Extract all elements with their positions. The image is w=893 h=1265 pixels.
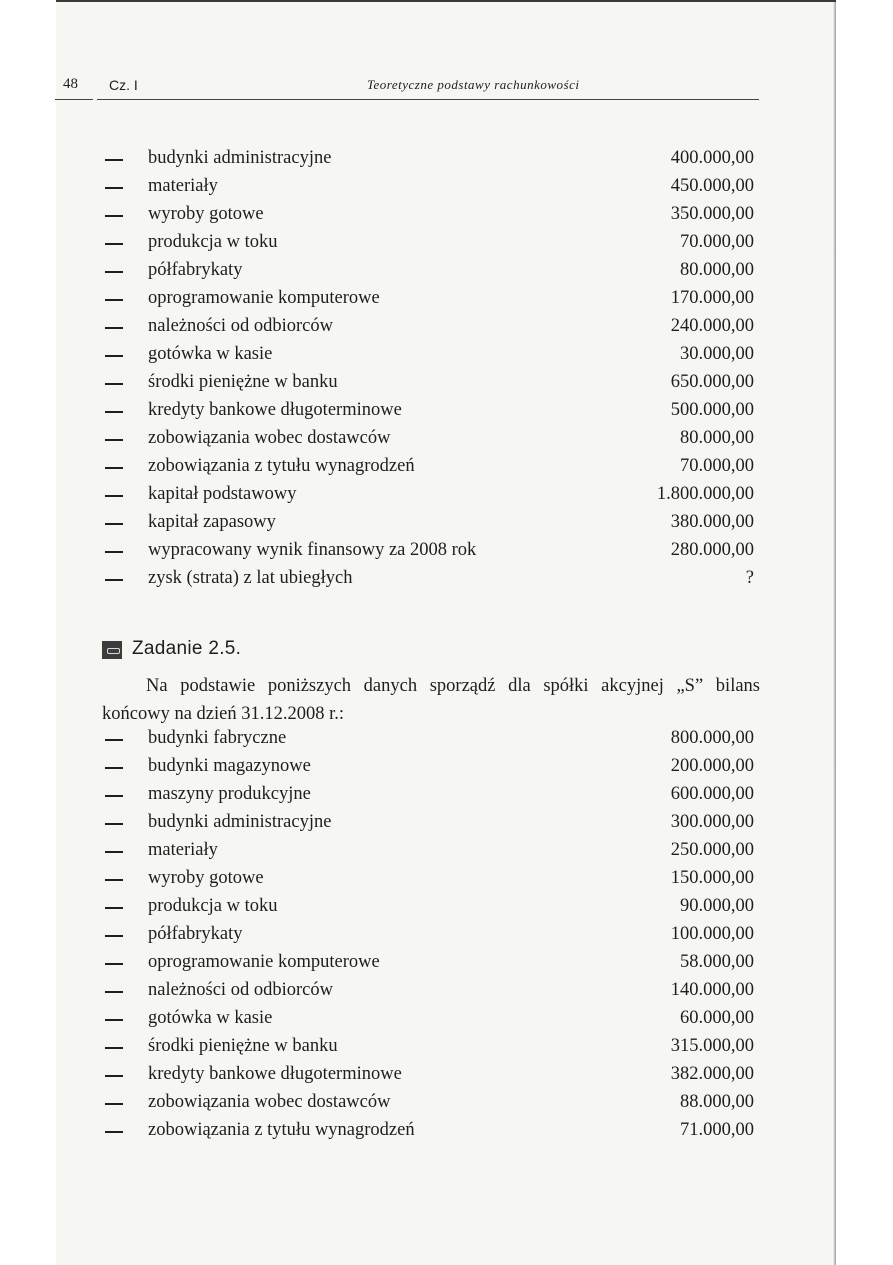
- item-value: 100.000,00: [670, 924, 754, 944]
- item-label: gotówka w kasie: [148, 1008, 273, 1028]
- asset-list-top: [102, 144, 762, 592]
- item-label: środki pieniężne w banku: [148, 1036, 338, 1056]
- item-value: 170.000,00: [670, 288, 754, 308]
- item-label: zysk (strata) z lat ubiegłych: [148, 568, 353, 588]
- item-value: 250.000,00: [670, 840, 754, 860]
- asset-list-bottom: [102, 724, 762, 1144]
- list-item: [102, 920, 762, 948]
- item-value: 60.000,00: [680, 1008, 754, 1028]
- item-value: 315.000,00: [670, 1036, 754, 1056]
- item-label: produkcja w toku: [148, 896, 278, 916]
- list-item: [102, 340, 762, 368]
- item-label: kredyty bankowe długoterminowe: [148, 400, 402, 420]
- item-label: zobowiązania wobec dostawców: [148, 1092, 391, 1112]
- list-item: [102, 312, 762, 340]
- header-rule-left: [55, 99, 93, 100]
- item-value: 400.000,00: [670, 148, 754, 168]
- item-value: 240.000,00: [670, 316, 754, 336]
- item-label: zobowiązania z tytułu wynagrodzeń: [148, 456, 415, 476]
- item-value: ?: [745, 568, 754, 588]
- list-item: [102, 424, 762, 452]
- list-item: [102, 536, 762, 564]
- item-value: 80.000,00: [680, 428, 754, 448]
- item-label: zobowiązania z tytułu wynagrodzeń: [148, 1120, 415, 1140]
- item-label: budynki fabryczne: [148, 728, 287, 748]
- item-label: zobowiązania wobec dostawców: [148, 428, 391, 448]
- list-item: [102, 144, 762, 172]
- item-value: 650.000,00: [670, 372, 754, 392]
- list-item: [102, 752, 762, 780]
- item-value: 58.000,00: [680, 952, 754, 972]
- item-value: 500.000,00: [670, 400, 754, 420]
- item-value: 380.000,00: [670, 512, 754, 532]
- item-label: należności od odbiorców: [148, 980, 333, 1000]
- list-item: [102, 948, 762, 976]
- item-label: oprogramowanie komputerowe: [148, 288, 380, 308]
- item-label: budynki administracyjne: [148, 148, 332, 168]
- item-label: kapitał podstawowy: [148, 484, 297, 504]
- list-item: [102, 780, 762, 808]
- list-item: [102, 892, 762, 920]
- list-item: [102, 368, 762, 396]
- list-item: [102, 564, 762, 592]
- item-value: 350.000,00: [670, 204, 754, 224]
- item-value: 200.000,00: [670, 756, 754, 776]
- item-value: 70.000,00: [680, 456, 754, 476]
- list-item: [102, 228, 762, 256]
- item-value: 30.000,00: [680, 344, 754, 364]
- list-item: [102, 724, 762, 752]
- item-value: 150.000,00: [670, 868, 754, 888]
- item-label: kredyty bankowe długoterminowe: [148, 1064, 402, 1084]
- item-value: 88.000,00: [680, 1092, 754, 1112]
- item-value: 450.000,00: [670, 176, 754, 196]
- item-label: półfabrykaty: [148, 924, 243, 944]
- item-value: 80.000,00: [680, 260, 754, 280]
- list-item: [102, 284, 762, 312]
- task-title: Zadanie 2.5.: [132, 638, 242, 659]
- item-label: budynki administracyjne: [148, 812, 332, 832]
- item-label: gotówka w kasie: [148, 344, 273, 364]
- item-label: materiały: [148, 840, 218, 860]
- item-label: materiały: [148, 176, 218, 196]
- item-value: 90.000,00: [680, 896, 754, 916]
- item-label: wyroby gotowe: [148, 868, 264, 888]
- list-item: [102, 396, 762, 424]
- page-number: 48: [63, 76, 78, 92]
- list-item: [102, 976, 762, 1004]
- item-value: 1.800.000,00: [656, 484, 754, 504]
- list-item: [102, 1088, 762, 1116]
- item-value: 382.000,00: [670, 1064, 754, 1084]
- item-value: 280.000,00: [670, 540, 754, 560]
- item-value: 800.000,00: [670, 728, 754, 748]
- item-label: maszyny produkcyjne: [148, 784, 311, 804]
- running-title: Teoretyczne podstawy rachunkowości: [367, 77, 580, 92]
- item-value: 600.000,00: [670, 784, 754, 804]
- list-item: [102, 836, 762, 864]
- task-intro: Na podstawie poniższych danych sporządź dla spółki akcyjnej „S” bilans końcowy na dzień 31.12.2008 r.:: [102, 676, 760, 724]
- item-value: 71.000,00: [680, 1120, 754, 1140]
- item-value: 70.000,00: [680, 232, 754, 252]
- item-label: kapitał zapasowy: [148, 512, 276, 532]
- list-item: [102, 256, 762, 284]
- item-value: 300.000,00: [670, 812, 754, 832]
- chapter-label: Cz. I: [109, 77, 138, 93]
- list-item: [102, 172, 762, 200]
- list-item: [102, 1060, 762, 1088]
- item-label: półfabrykaty: [148, 260, 243, 280]
- item-label: wyroby gotowe: [148, 204, 264, 224]
- list-item: [102, 200, 762, 228]
- item-label: należności od odbiorców: [148, 316, 333, 336]
- list-item: [102, 1032, 762, 1060]
- pencil-icon: [102, 641, 122, 659]
- list-item: [102, 1004, 762, 1032]
- item-value: 140.000,00: [670, 980, 754, 1000]
- item-label: produkcja w toku: [148, 232, 278, 252]
- list-item: [102, 480, 762, 508]
- list-item: [102, 808, 762, 836]
- list-item: [102, 1116, 762, 1144]
- list-item: [102, 864, 762, 892]
- item-label: budynki magazynowe: [148, 756, 311, 776]
- item-label: oprogramowanie komputerowe: [148, 952, 380, 972]
- item-label: środki pieniężne w banku: [148, 372, 338, 392]
- item-label: wypracowany wynik finansowy za 2008 rok: [148, 540, 477, 560]
- list-item: [102, 452, 762, 480]
- header-rule-right: [97, 99, 759, 100]
- list-item: [102, 508, 762, 536]
